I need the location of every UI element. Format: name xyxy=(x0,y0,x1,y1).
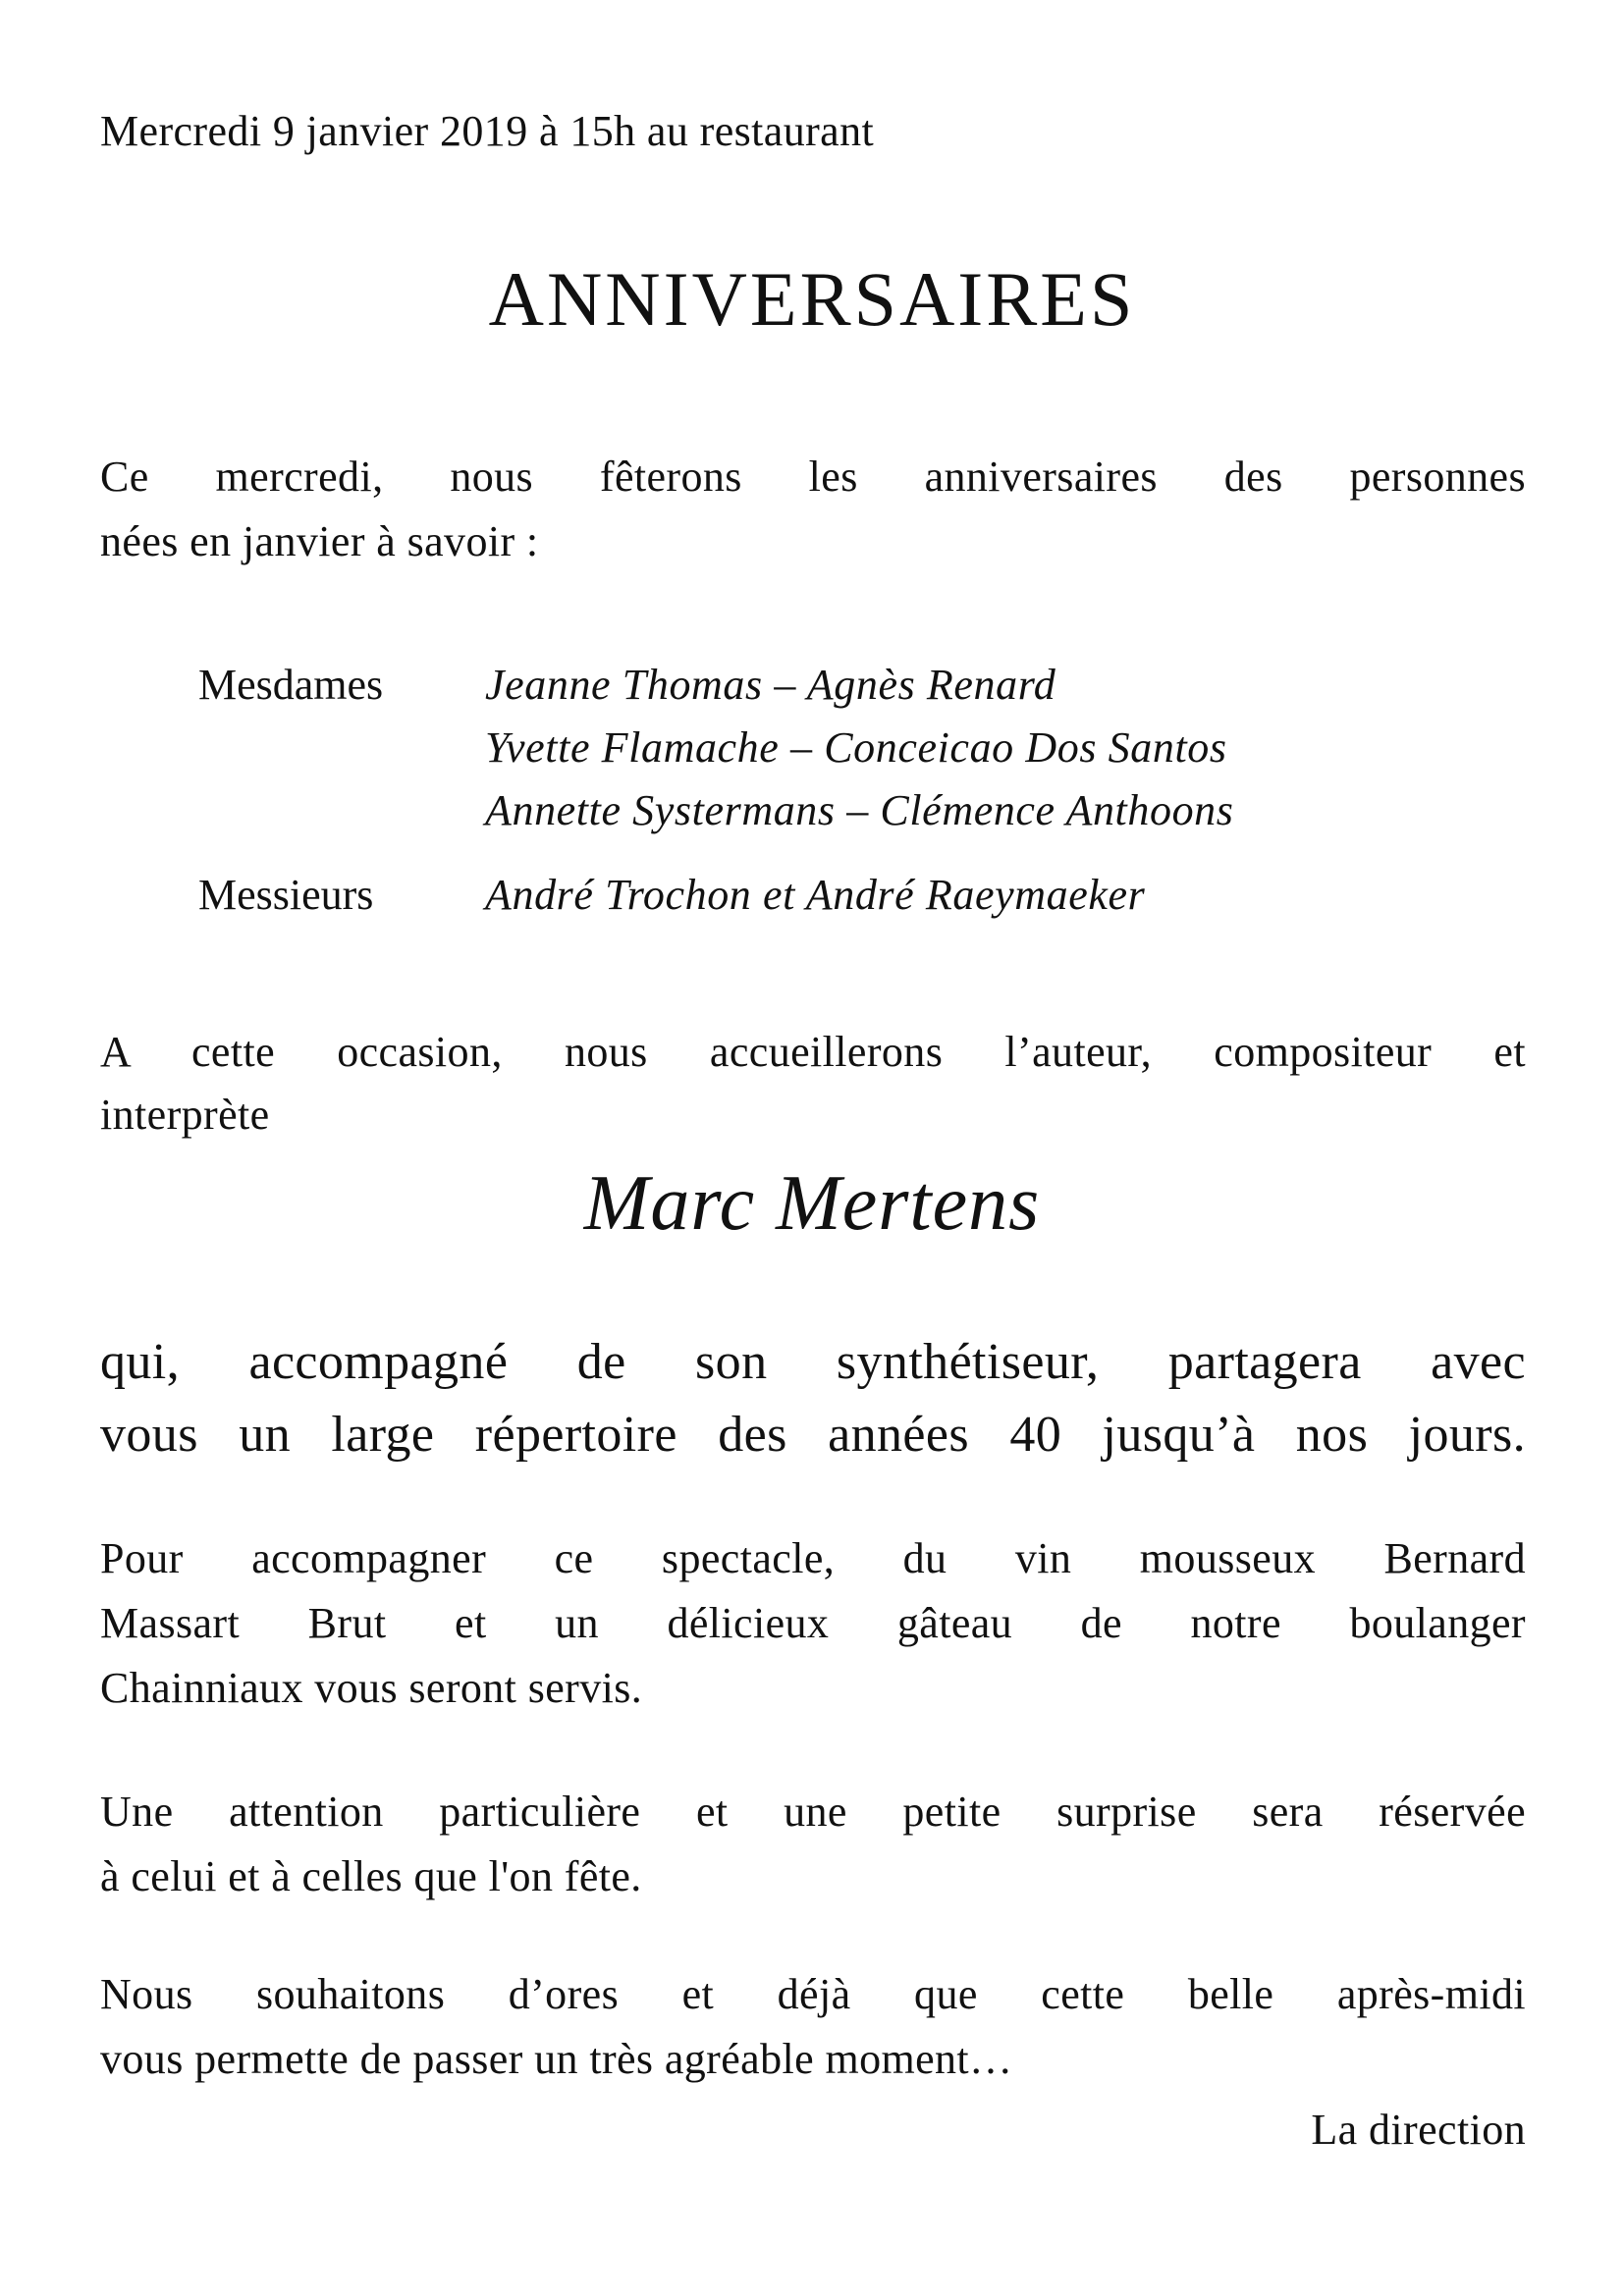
closing-line-2: vous permette de passer un très agréable moment… xyxy=(100,2035,1013,2083)
performance-line-2: vous un large répertoire des années 40 jusqu’à nos jours. xyxy=(100,1407,1526,1463)
closing-line-1: Nous souhaitons d’ores et déjà que cette belle après-midi xyxy=(100,1970,1526,2018)
intro-line-1: Ce mercredi, nous fêterons les anniversaires des personnes xyxy=(100,453,1526,501)
refreshments-line-2: Massart Brut et un délicieux gâteau de notre boulanger xyxy=(100,1599,1526,1647)
performer-name: Marc Mertens xyxy=(583,1160,1041,1247)
ladies-names-line-1: Jeanne Thomas – Agnès Renard xyxy=(485,661,1056,709)
intro-line-2: nées en janvier à savoir : xyxy=(100,517,539,565)
page-title: ANNIVERSAIRES xyxy=(488,256,1136,342)
performance-line-1: qui, accompagné de son synthétiseur, partagera avec xyxy=(100,1334,1526,1390)
ladies-label: Mesdames xyxy=(198,661,384,709)
gentlemen-names: André Trochon et André Raeymaeker xyxy=(485,871,1146,919)
refreshments-line-1: Pour accompagner ce spectacle, du vin mousseux Bernard xyxy=(100,1534,1526,1582)
refreshments-line-3: Chainniaux vous seront servis. xyxy=(100,1664,643,1712)
guest-intro-line-2: interprète xyxy=(100,1091,270,1139)
guest-intro-line-1: A cette occasion, nous accueillerons l’auteur, compositeur et xyxy=(100,1028,1526,1076)
ladies-names-line-2: Yvette Flamache – Conceicao Dos Santos xyxy=(485,723,1227,772)
surprise-line-2: à celui et à celles que l'on fête. xyxy=(100,1852,642,1900)
signature: La direction xyxy=(1311,2106,1526,2154)
surprise-line-1: Une attention particulière et une petite surprise sera réservée xyxy=(100,1788,1526,1836)
date-line: Mercredi 9 janvier 2019 à 15h au restaurant xyxy=(100,107,875,155)
gentlemen-label: Messieurs xyxy=(198,871,374,919)
ladies-names-line-3: Annette Systermans – Clémence Anthoons xyxy=(485,786,1234,834)
